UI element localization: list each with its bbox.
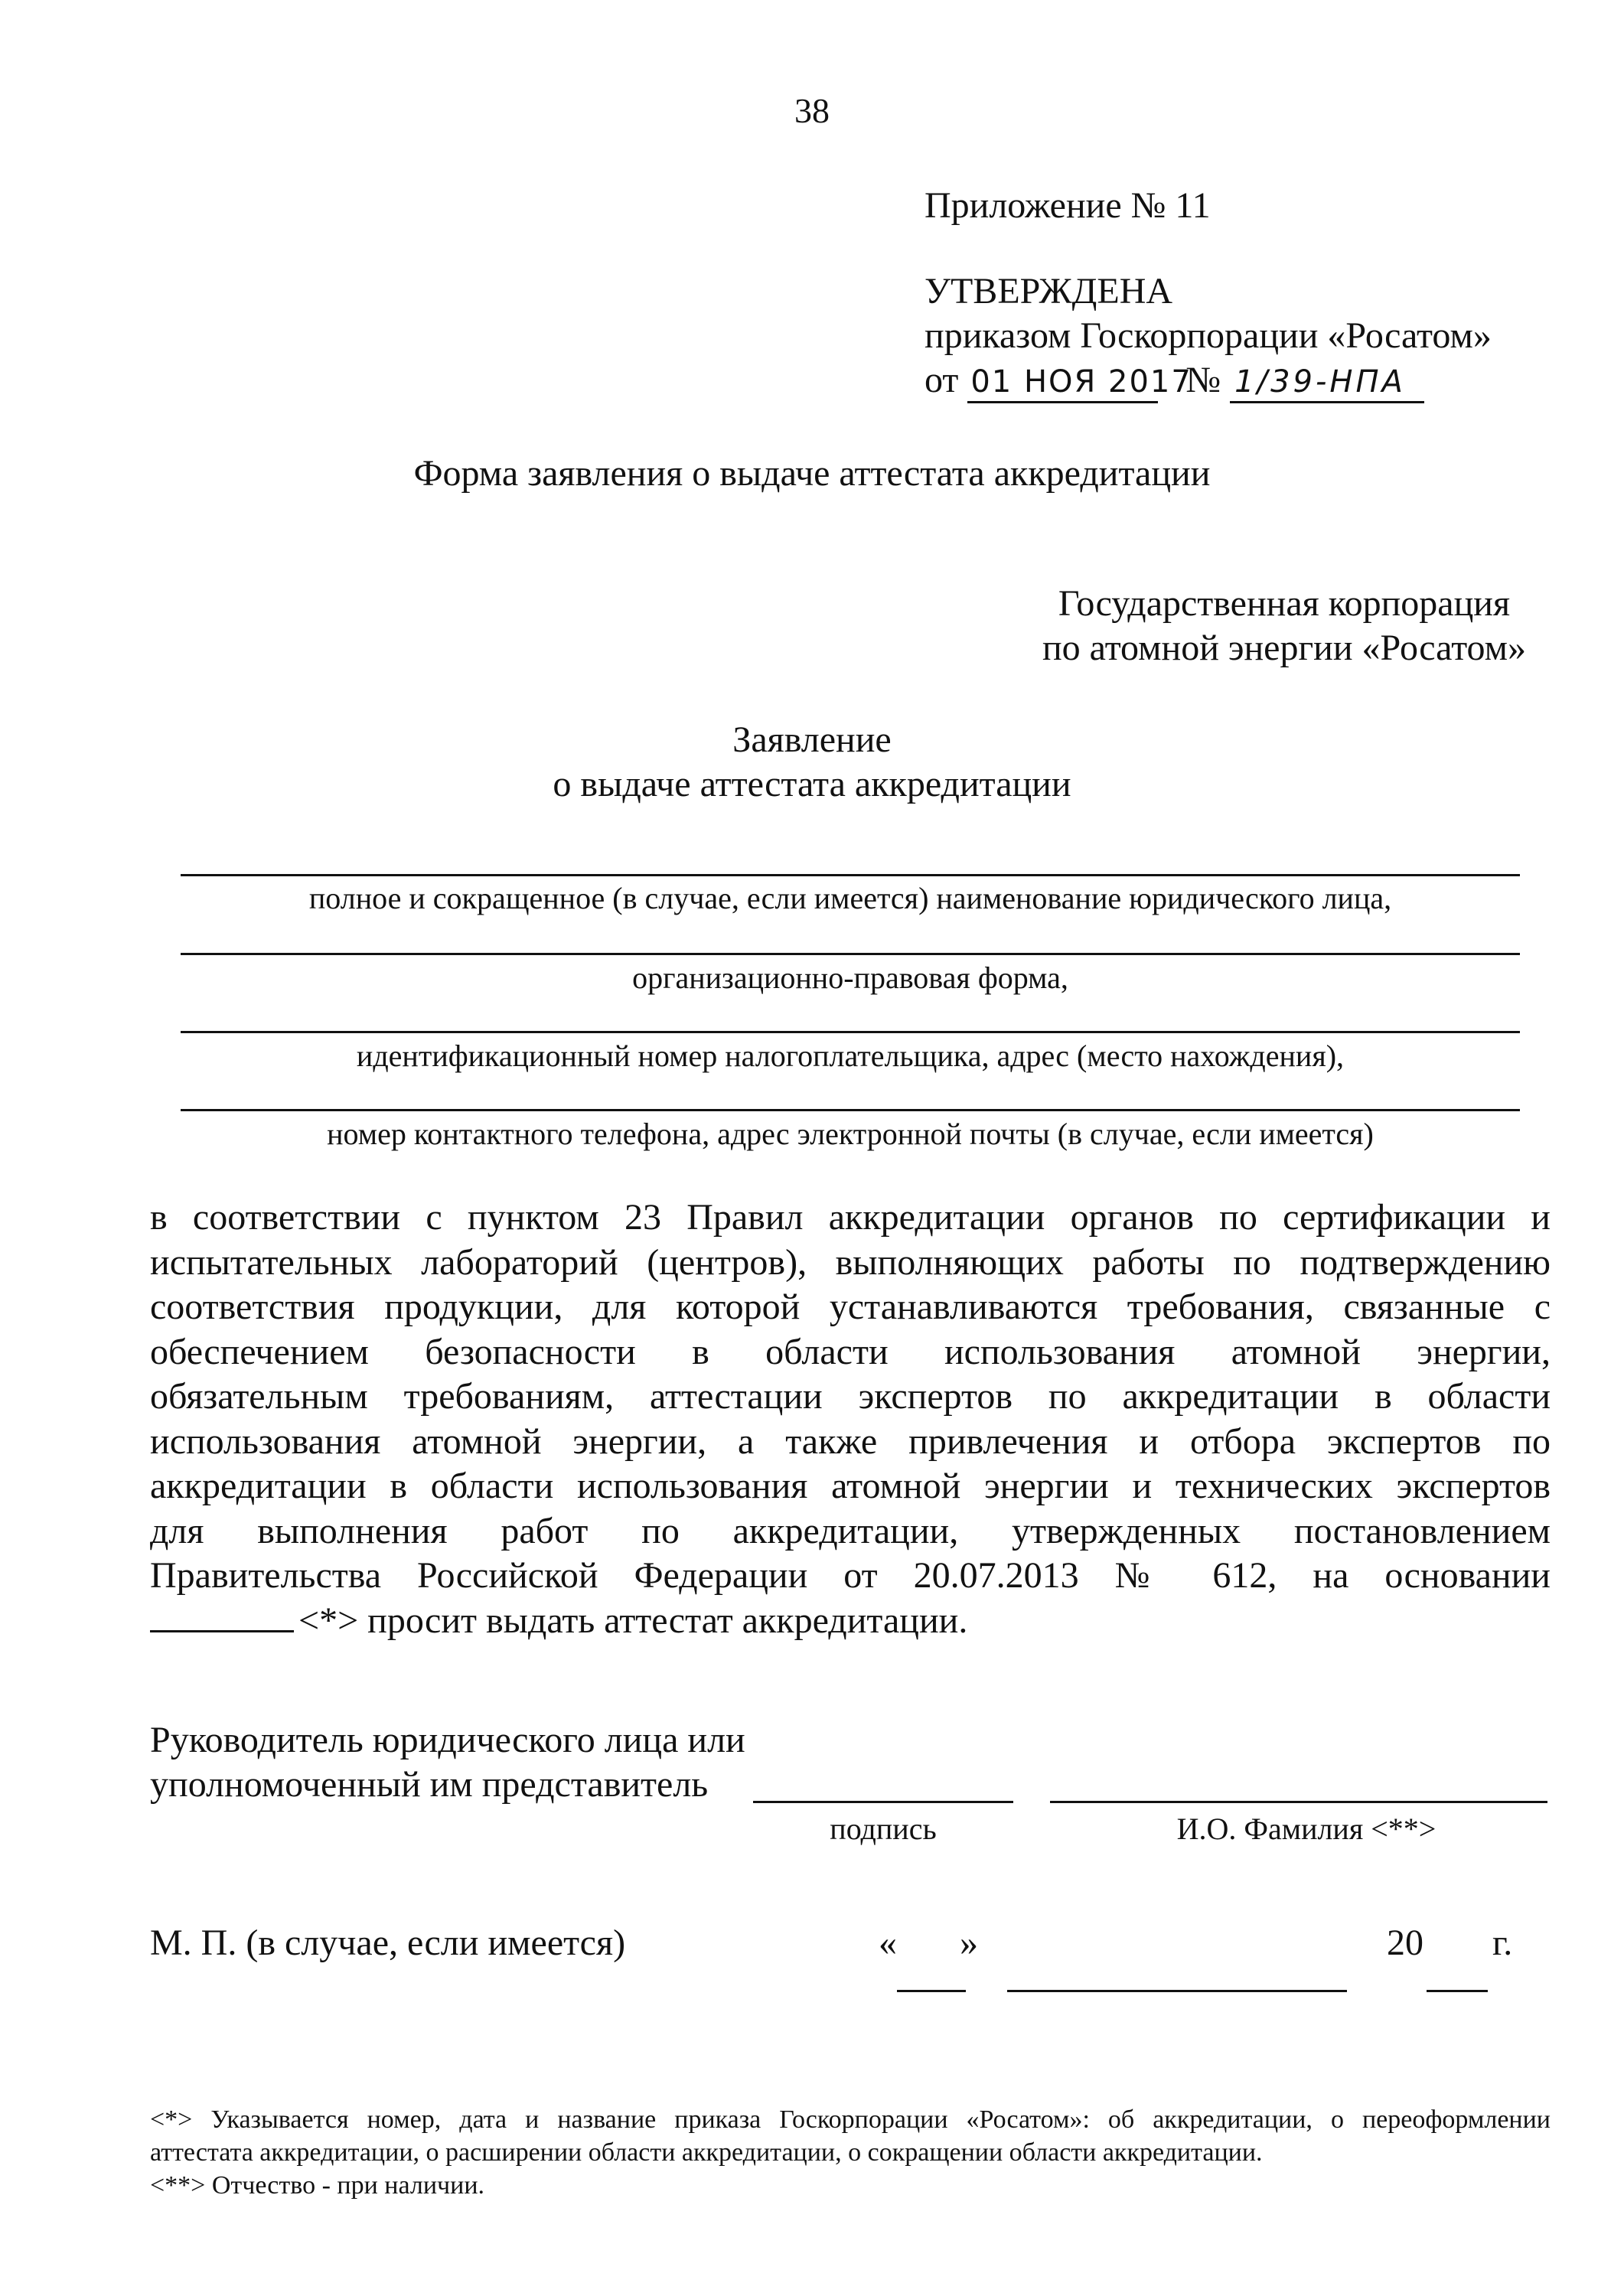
seal-label: М. П. (в случае, если имеется) [150, 1923, 626, 1963]
footnote-1-line-2: аттестата аккредитации, о расширении области аккредитации, о сокращении области аккредитации. [150, 2138, 1263, 2167]
approved-label: УТВЕРЖДЕНА [925, 271, 1173, 311]
day-field[interactable] [897, 1990, 966, 1992]
quote-close: » [960, 1923, 978, 1963]
inn-address-caption: идентификационный номер налогоплательщика, адрес (место нахождения), [356, 1039, 1345, 1073]
signature-field[interactable] [753, 1801, 1013, 1803]
application-body [150, 1195, 1551, 1643]
body-line: испытательных лабораторий (центров), выполняющих работы по подтверждению [150, 1241, 1551, 1283]
body-line: обеспечением безопасности в области использования атомной энергии, [150, 1331, 1551, 1372]
approved-by-order: приказом Госкорпорации «Росатом» [925, 315, 1492, 356]
legal-entity-name-caption: полное и сокращенное (в случае, если имеется) наименование юридического лица, [308, 881, 1392, 915]
page-number: 38 [794, 91, 830, 130]
body-line: соответствия продукции, для которой устанавливаются требования, связанные с [150, 1287, 1551, 1327]
inn-address-field[interactable] [181, 1031, 1520, 1033]
signer-line-1: Руководитель юридического лица или [150, 1720, 745, 1760]
year-suffix: г. [1492, 1923, 1513, 1963]
footnote-1-line-1: <*> Указывается номер, дата и название приказа Госкорпорации «Росатом»: об аккредитации, о переоформлении [150, 2105, 1551, 2134]
approval-block [925, 184, 1492, 403]
order-number-handwritten: 1/39-НПА [1230, 363, 1424, 403]
signer-label [150, 1718, 745, 1807]
footnotes [150, 2103, 1551, 2202]
legal-form-caption: организационно-правовая форма, [632, 960, 1068, 995]
body-request-text: <*> просит выдать аттестат аккредитации. [298, 1600, 968, 1641]
year-prefix: 20 [1387, 1923, 1423, 1963]
signature-caption: подпись [830, 1812, 937, 1846]
body-line: Правительства Российской Федерации от 20.07.2013 № 612, на основании [150, 1555, 1551, 1596]
footnote-2: <**> Отчество - при наличии. [150, 2171, 485, 2200]
date-prefix: от [925, 360, 959, 400]
year-field[interactable] [1427, 1990, 1488, 1992]
full-name-field[interactable] [1050, 1801, 1547, 1803]
body-last-line [150, 1599, 1551, 1644]
form-title: Форма заявления о выдаче аттестата аккредитации [413, 453, 1211, 494]
body-line: для выполнения работ по аккредитации, утвержденных постановлением [150, 1510, 1551, 1551]
application-title [0, 718, 1624, 807]
full-name-caption: И.О. Фамилия <**> [1176, 1812, 1436, 1846]
order-date-handwritten: 01 НОЯ 2017 [967, 363, 1158, 403]
body-line: в соответствии с пунктом 23 Правил аккредитации органов по сертификации и [150, 1197, 1551, 1238]
addressee [1042, 582, 1526, 670]
order-date-number-line [925, 358, 1492, 403]
signer-line-2: уполномоченный им представитель [150, 1764, 709, 1805]
application-title-line-2: о выдаче аттестата аккредитации [553, 764, 1071, 804]
addressee-line-1: Государственная корпорация [1058, 583, 1511, 624]
body-line: использования атомной энергии, а также привлечения и отбора экспертов по [150, 1420, 1551, 1462]
legal-form-field[interactable] [181, 953, 1520, 955]
contacts-field[interactable] [181, 1109, 1520, 1111]
body-line: обязательным требованиям, аттестации экспертов по аккредитации в области [150, 1376, 1551, 1417]
application-title-line-1: Заявление [732, 719, 892, 760]
month-field[interactable] [1007, 1990, 1347, 1992]
basis-order-field[interactable] [150, 1603, 294, 1632]
legal-entity-name-field[interactable] [181, 874, 1520, 876]
quote-open: « [879, 1923, 897, 1963]
annex-label: Приложение № 11 [925, 185, 1211, 226]
addressee-line-2: по атомной энергии «Росатом» [1042, 628, 1526, 668]
contacts-caption: номер контактного телефона, адрес электронной почты (в случае, если имеется) [327, 1117, 1374, 1151]
body-line: аккредитации в области использования атомной энергии и технических экспертов [150, 1466, 1551, 1506]
number-prefix: № [1185, 360, 1221, 400]
